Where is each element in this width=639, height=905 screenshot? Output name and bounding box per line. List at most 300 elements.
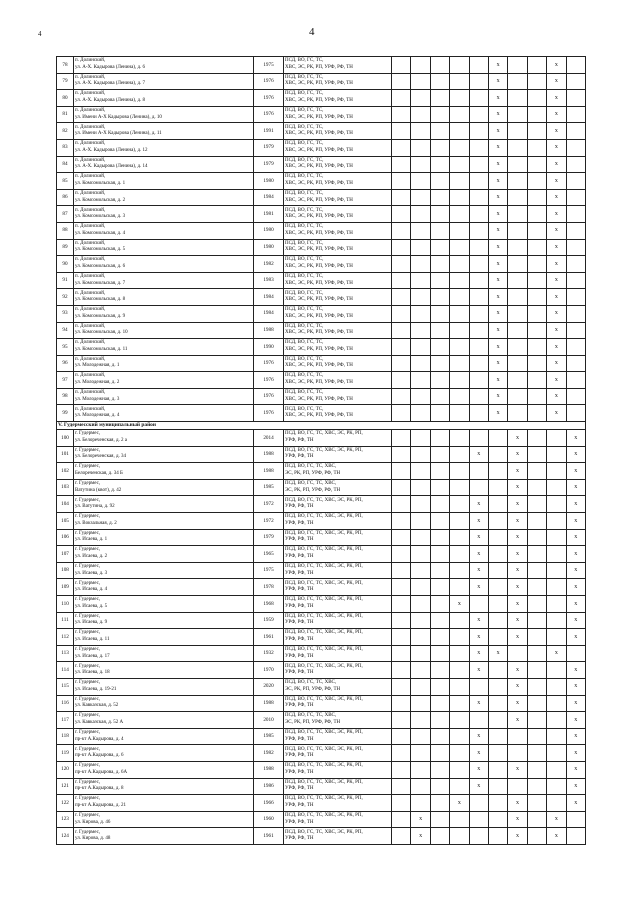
works-cell (284, 745, 392, 762)
table-row (57, 57, 586, 74)
period-mark-cell (488, 828, 507, 845)
works-cell (284, 496, 392, 513)
period-mark-cell: x (508, 695, 527, 712)
page-corner-mark: 4 (38, 30, 42, 38)
period-mark-cell (547, 479, 566, 496)
row-number: 78 (57, 57, 74, 74)
address-cell (74, 612, 254, 629)
works-line-2: УРФ, РФ, ТН (285, 670, 314, 676)
works-line-2: УРФ, РФ, ТН (285, 437, 314, 443)
period-mark-cell (508, 90, 527, 107)
period-mark-cell (508, 745, 527, 762)
address-street: ул. Исаева, д. 4 (75, 587, 108, 593)
works-line-2: ХВС, ЭС, РК, РП, УРФ, РФ, ТН (285, 131, 353, 137)
period-mark-cell (411, 678, 430, 695)
build-year: 1986 (254, 778, 284, 795)
period-mark-cell (450, 189, 469, 206)
works-line-1: ПСД, ВО, ГС, ТС, (285, 74, 324, 80)
period-mark-cell: x (566, 513, 585, 530)
period-mark-cell (547, 728, 566, 745)
period-mark-cell (450, 562, 469, 579)
period-mark-cell: x (469, 579, 488, 596)
period-mark-cell (430, 728, 449, 745)
period-mark-cell (527, 828, 546, 845)
period-mark-cell (469, 322, 488, 339)
period-mark-cell (411, 446, 430, 463)
period-mark-cell (469, 372, 488, 389)
works-line-2: ХВС, ЭС, РК, РП, УРФ, РФ, ТН (285, 396, 353, 402)
period-mark-cell (488, 629, 507, 646)
period-mark-cell: x (469, 546, 488, 563)
address-street: ул. Молодежная, д. 4 (75, 413, 120, 419)
row-number: 120 (57, 761, 74, 778)
period-mark-cell (508, 405, 527, 422)
period-mark-cell (488, 712, 507, 729)
works-line-1: ПСД, ВО, ГС, ТС, (285, 340, 324, 346)
period-mark-cell: x (566, 678, 585, 695)
works-line-2: УРФ, РФ, ТН (285, 603, 314, 609)
row-number: 98 (57, 388, 74, 405)
period-mark-cell (392, 811, 411, 828)
build-year: 1970 (254, 662, 284, 679)
period-mark-cell: x (547, 322, 566, 339)
period-mark-cell: x (547, 355, 566, 372)
period-mark-cell: x (488, 289, 507, 306)
period-mark-cell (411, 662, 430, 679)
works-line-1: ПСД, ВО, ГС, ТС, ХВС, ЭС, РК, РП, (285, 580, 363, 586)
address-cell (74, 513, 254, 530)
works-cell (284, 90, 392, 107)
address-street: ул. Комсомольская, д. 9 (75, 313, 126, 319)
works-line-2: ХВС, ЭС, РК, РП, УРФ, РФ, ТН (285, 81, 353, 87)
table-row (57, 289, 586, 306)
period-mark-cell: x (547, 106, 566, 123)
period-mark-cell (508, 272, 527, 289)
period-mark-cell: x (488, 123, 507, 140)
period-mark-cell: x (547, 272, 566, 289)
address-locality: п. Долинский, (75, 240, 106, 246)
address-locality: г. Гудермес, (75, 796, 101, 802)
address-locality: п. Долинский, (75, 224, 106, 230)
period-mark-cell (527, 562, 546, 579)
period-mark-cell (450, 811, 469, 828)
period-mark-cell: x (508, 529, 527, 546)
works-cell (284, 513, 392, 530)
works-line-1: ПСД, ВО, ГС, ТС, ХВС, (285, 680, 337, 686)
period-mark-cell (430, 795, 449, 812)
row-number: 106 (57, 529, 74, 546)
row-number: 124 (57, 828, 74, 845)
address-street: Белореченская, д. 34 Б (75, 471, 123, 477)
period-mark-cell (547, 513, 566, 530)
period-mark-cell (547, 712, 566, 729)
period-mark-cell (450, 695, 469, 712)
period-mark-cell: x (566, 546, 585, 563)
period-mark-cell (508, 139, 527, 156)
address-locality: г. Гудермес, (75, 514, 101, 520)
works-line-2: ХВС, ЭС, РК, РП, УРФ, РФ, ТН (285, 164, 353, 170)
table-row (57, 745, 586, 762)
works-line-2: УРФ, РФ, ТН (285, 587, 314, 593)
works-line-1: ПСД, ВО, ГС, ТС, (285, 58, 324, 64)
period-mark-cell (411, 479, 430, 496)
works-line-2: ХВС, ЭС, РК, РП, УРФ, РФ, ТН (285, 346, 353, 352)
works-line-2: ХВС, ЭС, РК, РП, УРФ, РФ, ТН (285, 297, 353, 303)
period-mark-cell (566, 239, 585, 256)
period-mark-cell: x (547, 156, 566, 173)
address-cell (74, 430, 254, 447)
period-mark-cell (547, 446, 566, 463)
table-row (57, 372, 586, 389)
period-mark-cell: x (547, 828, 566, 845)
address-cell (74, 339, 254, 356)
period-mark-cell (392, 562, 411, 579)
works-line-1: ПСД, ВО, ГС, ТС, ХВС, ЭС, РК, РП, (285, 812, 363, 818)
period-mark-cell (469, 189, 488, 206)
period-mark-cell: x (508, 678, 527, 695)
period-mark-cell (488, 446, 507, 463)
address-cell (74, 206, 254, 223)
works-line-1: ПСД, ВО, ГС, ТС, (285, 91, 324, 97)
address-cell (74, 305, 254, 322)
works-cell (284, 239, 392, 256)
period-mark-cell: x (547, 123, 566, 140)
period-mark-cell (430, 73, 449, 90)
period-mark-cell: x (547, 90, 566, 107)
period-mark-cell (508, 206, 527, 223)
row-number: 118 (57, 728, 74, 745)
period-mark-cell (508, 123, 527, 140)
period-mark-cell (392, 463, 411, 480)
period-mark-cell (566, 355, 585, 372)
works-line-1: ПСД, ВО, ГС, ТС, ХВС, ЭС, РК, РП, (285, 796, 363, 802)
address-cell (74, 629, 254, 646)
table-row (57, 596, 586, 613)
period-mark-cell (508, 645, 527, 662)
period-mark-cell: x (469, 612, 488, 629)
period-mark-cell (527, 189, 546, 206)
table-row (57, 430, 586, 447)
address-locality: г. Гудермес, (75, 547, 101, 553)
works-line-1: ПСД, ВО, ГС, ТС, (285, 174, 324, 180)
period-mark-cell (450, 463, 469, 480)
address-locality: п. Долинский, (75, 390, 106, 396)
period-mark-cell (469, 106, 488, 123)
period-mark-cell (508, 388, 527, 405)
address-street: ул. Кавказская, д. 52 (75, 703, 119, 709)
works-cell (284, 139, 392, 156)
period-mark-cell (566, 90, 585, 107)
period-mark-cell (430, 513, 449, 530)
build-year: 1976 (254, 73, 284, 90)
row-number: 112 (57, 629, 74, 646)
period-mark-cell (450, 305, 469, 322)
table-row (57, 173, 586, 190)
address-street: ул. Исаева, д. 3 (75, 570, 108, 576)
period-mark-cell (527, 463, 546, 480)
page-number: 4 (309, 26, 315, 38)
period-mark-cell (527, 728, 546, 745)
address-cell (74, 156, 254, 173)
period-mark-cell (411, 463, 430, 480)
period-mark-cell (392, 712, 411, 729)
period-mark-cell: x (508, 811, 527, 828)
table-row (57, 189, 586, 206)
works-line-2: УРФ, РФ, ТН (285, 570, 314, 576)
period-mark-cell (488, 745, 507, 762)
build-year: 1976 (254, 355, 284, 372)
works-cell (284, 156, 392, 173)
period-mark-cell (450, 173, 469, 190)
build-year: 1988 (254, 463, 284, 480)
period-mark-cell (392, 57, 411, 74)
period-mark-cell (450, 222, 469, 239)
works-cell (284, 579, 392, 596)
works-line-2: УРФ, РФ, ТН (285, 653, 314, 659)
works-line-2: УРФ, РФ, ТН (285, 786, 314, 792)
period-mark-cell (392, 761, 411, 778)
period-mark-cell: x (547, 173, 566, 190)
period-mark-cell (411, 745, 430, 762)
address-cell (74, 712, 254, 729)
period-mark-cell (392, 695, 411, 712)
period-mark-cell (450, 73, 469, 90)
address-cell (74, 173, 254, 190)
works-line-2: ХВС, ЭС, РК, РП, УРФ, РФ, ТН (285, 380, 353, 386)
period-mark-cell (566, 289, 585, 306)
address-cell (74, 57, 254, 74)
table-row (57, 579, 586, 596)
build-year: 1990 (254, 339, 284, 356)
period-mark-cell: x (566, 761, 585, 778)
table-row (57, 256, 586, 273)
period-mark-cell (411, 372, 430, 389)
period-mark-cell (411, 629, 430, 646)
period-mark-cell (488, 662, 507, 679)
works-line-1: ПСД, ВО, ГС, ТС, (285, 356, 324, 362)
row-number: 79 (57, 73, 74, 90)
period-mark-cell (488, 811, 507, 828)
period-mark-cell (566, 305, 585, 322)
housing-register-table (56, 56, 586, 845)
period-mark-cell (508, 189, 527, 206)
period-mark-cell (430, 372, 449, 389)
period-mark-cell (488, 513, 507, 530)
row-number: 108 (57, 562, 74, 579)
period-mark-cell (450, 57, 469, 74)
address-cell (74, 695, 254, 712)
period-mark-cell (430, 173, 449, 190)
build-year: 1932 (254, 645, 284, 662)
works-cell (284, 339, 392, 356)
address-locality: г. Гудермес, (75, 464, 101, 470)
period-mark-cell (488, 579, 507, 596)
period-mark-cell (527, 446, 546, 463)
table-row (57, 446, 586, 463)
works-cell (284, 562, 392, 579)
works-line-2: УРФ, РФ, ТН (285, 636, 314, 642)
period-mark-cell (469, 239, 488, 256)
address-street: ул. Вокзальная, д. 2 (75, 520, 117, 526)
works-line-2: ЭС, РК, РП, УРФ, РФ, ТН (285, 686, 341, 692)
period-mark-cell (508, 73, 527, 90)
period-mark-cell (450, 662, 469, 679)
period-mark-cell (566, 388, 585, 405)
row-number: 113 (57, 645, 74, 662)
works-line-2: ХВС, ЭС, РК, РП, УРФ, РФ, ТН (285, 313, 353, 319)
table-row (57, 405, 586, 422)
address-cell (74, 778, 254, 795)
address-street: ул. Исаева, д. 17 (75, 653, 110, 659)
row-number: 81 (57, 106, 74, 123)
period-mark-cell (469, 222, 488, 239)
build-year: 1959 (254, 612, 284, 629)
works-cell (284, 272, 392, 289)
period-mark-cell: x (488, 372, 507, 389)
works-line-1: ПСД, ВО, ГС, ТС, (285, 207, 324, 213)
works-cell (284, 57, 392, 74)
period-mark-cell (430, 90, 449, 107)
address-locality: п. Долинский, (75, 307, 106, 313)
period-mark-cell (527, 388, 546, 405)
period-mark-cell (450, 355, 469, 372)
table-row (57, 678, 586, 695)
period-mark-cell (392, 745, 411, 762)
works-cell (284, 73, 392, 90)
address-street: ул. А-Х. Кадырова (Ленина), д. 14 (75, 164, 148, 170)
period-mark-cell (430, 562, 449, 579)
build-year: 1980 (254, 222, 284, 239)
period-mark-cell (527, 662, 546, 679)
build-year: 1982 (254, 745, 284, 762)
period-mark-cell (469, 828, 488, 845)
period-mark-cell (469, 123, 488, 140)
works-cell (284, 405, 392, 422)
row-number: 107 (57, 546, 74, 563)
address-cell (74, 289, 254, 306)
table-row (57, 239, 586, 256)
period-mark-cell: x (508, 629, 527, 646)
works-cell (284, 463, 392, 480)
address-locality: г. Гудермес, (75, 613, 101, 619)
table-row (57, 695, 586, 712)
period-mark-cell: x (469, 513, 488, 530)
period-mark-cell (392, 479, 411, 496)
works-cell (284, 372, 392, 389)
period-mark-cell (547, 695, 566, 712)
period-mark-cell (392, 596, 411, 613)
period-mark-cell (566, 73, 585, 90)
period-mark-cell (469, 156, 488, 173)
address-cell (74, 446, 254, 463)
works-line-1: ПСД, ВО, ГС, ТС, (285, 107, 324, 113)
address-locality: п. Долинский, (75, 91, 106, 97)
address-street: ул. Комсомольская, д. 10 (75, 330, 128, 336)
address-locality: п. Долинский, (75, 58, 106, 64)
address-locality: п. Долинский, (75, 124, 106, 130)
table-row (57, 513, 586, 530)
works-line-1: ПСД, ВО, ГС, ТС, (285, 257, 324, 263)
build-year: 1976 (254, 405, 284, 422)
build-year: 1980 (254, 173, 284, 190)
address-cell (74, 355, 254, 372)
address-street: ул. Исаева, д. 5 (75, 603, 108, 609)
period-mark-cell (392, 222, 411, 239)
works-cell (284, 529, 392, 546)
build-year: 1982 (254, 256, 284, 273)
address-street: ул. Имени А-Х Кадырова (Ленина), д. 11 (75, 131, 162, 137)
table-row (57, 562, 586, 579)
works-line-2: ХВС, ЭС, РК, РП, УРФ, РФ, ТН (285, 180, 353, 186)
address-cell (74, 728, 254, 745)
table-row (57, 546, 586, 563)
period-mark-cell (469, 272, 488, 289)
address-cell (74, 222, 254, 239)
period-mark-cell (430, 189, 449, 206)
period-mark-cell: x (547, 811, 566, 828)
period-mark-cell: x (488, 156, 507, 173)
build-year: 1991 (254, 123, 284, 140)
address-locality: п. Долинский, (75, 107, 106, 113)
period-mark-cell (488, 463, 507, 480)
period-mark-cell (430, 479, 449, 496)
address-locality: г. Гудермес, (75, 746, 101, 752)
period-mark-cell (392, 305, 411, 322)
period-mark-cell (450, 546, 469, 563)
table-row (57, 479, 586, 496)
period-mark-cell (430, 305, 449, 322)
period-mark-cell (488, 596, 507, 613)
period-mark-cell (430, 239, 449, 256)
works-line-1: ПСД, ВО, ГС, ТС, (285, 157, 324, 163)
period-mark-cell: x (566, 479, 585, 496)
period-mark-cell (392, 728, 411, 745)
address-street: пр-кт А.Кадырова, д. 4 (75, 736, 124, 742)
period-mark-cell (450, 612, 469, 629)
works-cell (284, 388, 392, 405)
works-cell (284, 795, 392, 812)
period-mark-cell (450, 139, 469, 156)
period-mark-cell (469, 712, 488, 729)
address-street: ул. Комсомольская, д. 1 (75, 180, 126, 186)
period-mark-cell (566, 372, 585, 389)
address-cell (74, 645, 254, 662)
works-line-1: ПСД, ВО, ГС, ТС, (285, 141, 324, 147)
period-mark-cell (411, 90, 430, 107)
works-line-1: ПСД, ВО, ГС, ТС, ХВС, ЭС, РК, РП, (285, 746, 363, 752)
period-mark-cell (392, 678, 411, 695)
build-year: 1979 (254, 529, 284, 546)
table-row (57, 496, 586, 513)
period-mark-cell (411, 529, 430, 546)
address-locality: г. Гудермес, (75, 812, 101, 818)
period-mark-cell (430, 339, 449, 356)
period-mark-cell: x (411, 828, 430, 845)
period-mark-cell: x (508, 662, 527, 679)
works-line-1: ПСД, ВО, ГС, ТС, (285, 273, 324, 279)
period-mark-cell: x (508, 546, 527, 563)
period-mark-cell (392, 513, 411, 530)
build-year: 1984 (254, 305, 284, 322)
period-mark-cell (469, 139, 488, 156)
period-mark-cell (527, 57, 546, 74)
period-mark-cell (450, 479, 469, 496)
period-mark-cell (508, 778, 527, 795)
period-mark-cell (450, 496, 469, 513)
address-street: ул. Белореченская, д. 34 (75, 454, 127, 460)
period-mark-cell (411, 761, 430, 778)
row-number: 100 (57, 430, 74, 447)
